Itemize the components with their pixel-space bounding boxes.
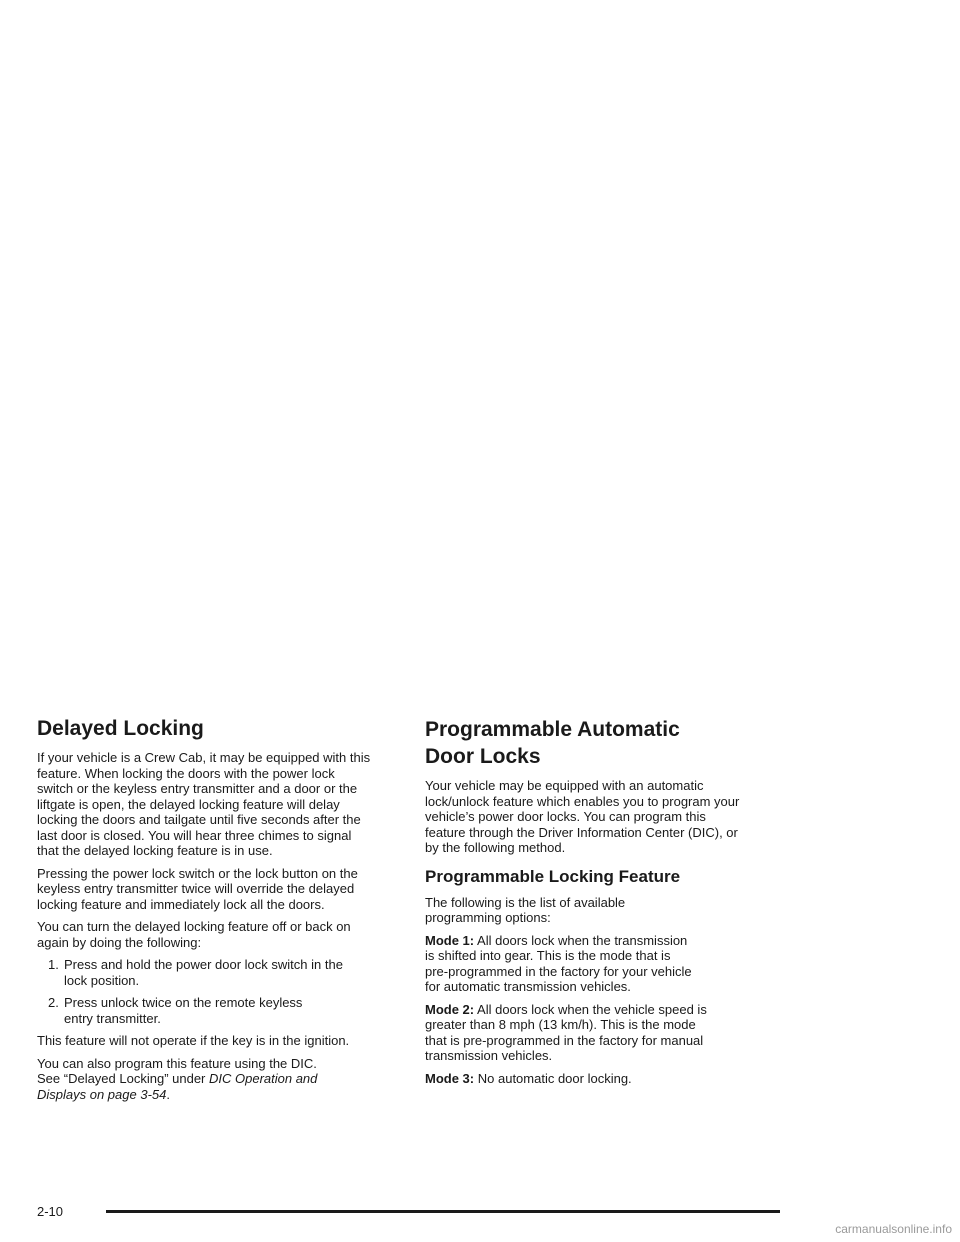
delayed-locking-intro: If your vehicle is a Crew Cab, it may be equipped with this feature. When locking the doors with the power lock switch or the keyless entry transmitter and a door or the liftgate is open, the delayed locking feature will delay locking the doors and tailgate until five seconds after the last door is closed. You will hear three chimes to signal that the delayed locking feature is in use. [37,750,371,858]
footer-rule [106,1210,780,1213]
programmable-locks-intro: Your vehicle may be equipped with an automatic lock/unlock feature which enables you to program your vehicle’s power door locks. You can program this feature through the Driver Information Center (DIC), or by the following method. [425,778,740,855]
mode-3-item [425,1071,787,1087]
mode-text: All doors lock when the transmission is shifted into gear. This is the mode that is pre-programmed in the factory for your vehicle for automatic transmission vehicles. [425,932,692,994]
mode-2-item [425,1002,787,1064]
dic-note-line1: You can also program this feature using the DIC. [37,1055,317,1071]
mode-text: All doors lock when the vehicle speed is greater than 8 mph (13 km/h). This is the mode that is pre-programmed in the factory for manual transmission vehicles. [425,1001,707,1063]
dic-note-prefix: See “Delayed Locking” under [37,1071,209,1086]
step-number: 2. [48,995,59,1010]
dic-program-note [37,1056,399,1103]
dic-reference-link-cont[interactable]: Displays on page 3-54 [37,1086,167,1102]
dic-note-end: . [166,1086,170,1102]
mode-text: No automatic door locking. [477,1070,632,1086]
delayed-locking-override: Pressing the power lock switch or the lock button on the keyless entry transmitter twice will override the delayed locking feature and immediately lock all the doors. [37,865,358,912]
mode-label: Mode 2: [425,1001,475,1017]
delayed-locking-heading: Delayed Locking [37,717,204,740]
heading-line-2: Door Locks [425,745,541,768]
toggle-steps-list [37,957,399,1026]
left-column [37,716,399,1109]
dic-reference-link[interactable]: DIC Operation and [209,1071,318,1086]
mode-label: Mode 1: [425,932,475,948]
mode-1-item [425,933,787,995]
page-number: 2-10 [37,1204,64,1219]
delayed-locking-toggle-intro: You can turn the delayed locking feature off or back on again by doing the following: [37,919,351,950]
programmable-locks-heading [425,716,787,770]
right-column [425,716,787,1093]
programmable-locking-feature-subheading: Programmable Locking Feature [425,866,681,886]
list-item [48,957,399,988]
watermark: carmanualsonline.info [835,1222,952,1236]
step-text: Press unlock twice on the remote keyless entry transmitter. [64,995,303,1026]
ignition-note: This feature will not operate if the key is in the ignition. [37,1033,350,1048]
list-item [48,995,399,1026]
heading-line-1: Programmable Automatic [425,718,680,741]
step-text: Press and hold the power door lock switch in the lock position. [64,957,343,988]
step-number: 1. [48,957,59,972]
mode-label: Mode 3: [425,1070,475,1086]
options-intro: The following is the list of available programming options: [425,894,626,925]
